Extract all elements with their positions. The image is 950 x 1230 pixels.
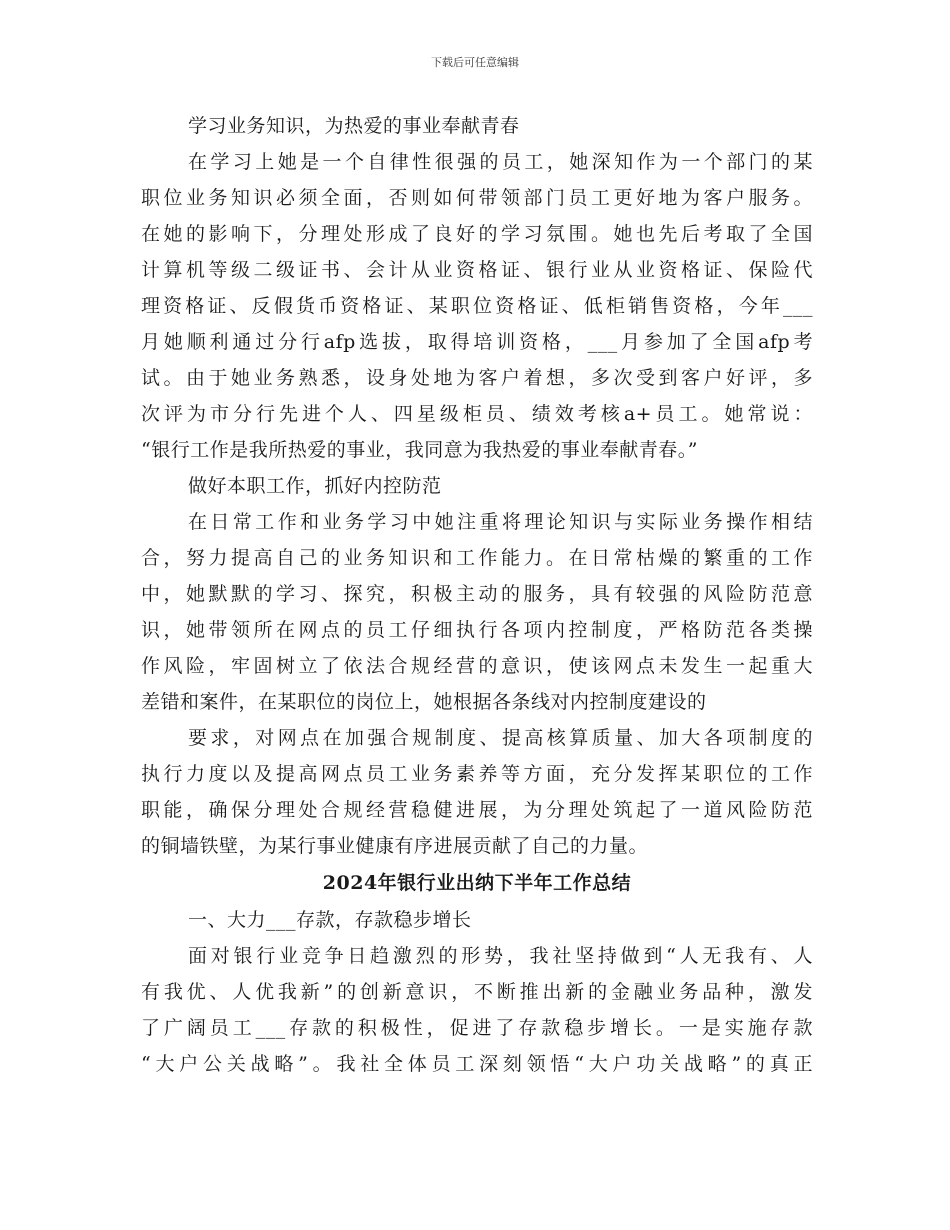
text-line: “银行工作是我所热爱的事业，我同意为我热爱的事业奉献青春。” (141, 439, 698, 461)
document-body (141, 108, 813, 1082)
text-line: 月她顺利通过分行afp选拔，取得培训资格，___月参加了全国afp考 (141, 331, 813, 353)
text-line: 执行力度以及提高网点员工业务素养等方面，充分发挥某职位的工作 (141, 763, 813, 785)
text-line: 职位业务知识必须全面，否则如何带领部门员工更好地为客户服务。 (141, 187, 813, 209)
text-line: 次评为市分行先进个人、四星级柜员、绩效考核a+员工。她常说： (141, 403, 813, 425)
section-title: 2024年银行业出纳下半年工作总结 (322, 872, 632, 894)
text-line: 合，努力提高自己的业务知识和工作能力。在日常枯燥的繁重的工作 (141, 547, 813, 569)
text-line: 作风险，牢固树立了依法合规经营的意识，使该网点未发生一起重大 (141, 655, 813, 677)
text-line: 面对银行业竞争日趋激烈的形势，我社坚持做到“人无我有、人 (188, 945, 813, 967)
text-line: 学习业务知识，为热爱的事业奉献青春 (188, 115, 520, 137)
text-line: 职能，确保分理处合规经营稳健进展，为分理处筑起了一道风险防范 (141, 799, 813, 821)
text-line: 在日常工作和业务学习中她注重将理论知识与实际业务操作相结 (188, 511, 813, 533)
text-line: 在她的影响下，分理处形成了良好的学习氛围。她也先后考取了全国 (141, 223, 813, 245)
text-line: 的铜墙铁壁，为某行事业健康有序进展贡献了自己的力量。 (141, 835, 649, 857)
text-line: 中，她默默的学习、探究，积极主动的服务，具有较强的风险防范意 (141, 583, 813, 605)
header-note: 下载后可任意编辑 (431, 56, 519, 69)
text-line: 识，她带领所在网点的员工仔细执行各项内控制度，严格防范各类操 (141, 619, 813, 641)
text-line: 了广阔员工___存款的积极性，促进了存款稳步增长。一是实施存款 (141, 1017, 813, 1039)
text-line: 一、大力___存款，存款稳步增长 (188, 909, 472, 931)
text-line: 差错和案件，在某职位的岗位上，她根据各条线对内控制度建设的 (141, 691, 707, 713)
text-line: 试。由于她业务熟悉，设身处地为客户着想，多次受到客户好评，多 (141, 367, 813, 389)
text-line: 有我优、人优我新”的创新意识，不断推出新的金融业务品种，激发 (141, 981, 813, 1003)
text-line: 在学习上她是一个自律性很强的员工，她深知作为一个部门的某 (188, 151, 813, 173)
text-line: 理资格证、反假货币资格证、某职位资格证、低柜销售资格，今年___ (141, 295, 813, 317)
text-line: 要求，对网点在加强合规制度、提高核算质量、加大各项制度的 (188, 727, 813, 749)
text-line: 计算机等级二级证书、会计从业资格证、银行业从业资格证、保险代 (141, 259, 813, 281)
text-line: “大户公关战略”。我社全体员工深刻领悟“大户功关战略”的真正 (141, 1053, 813, 1075)
text-line: 做好本职工作，抓好内控防范 (188, 475, 442, 497)
